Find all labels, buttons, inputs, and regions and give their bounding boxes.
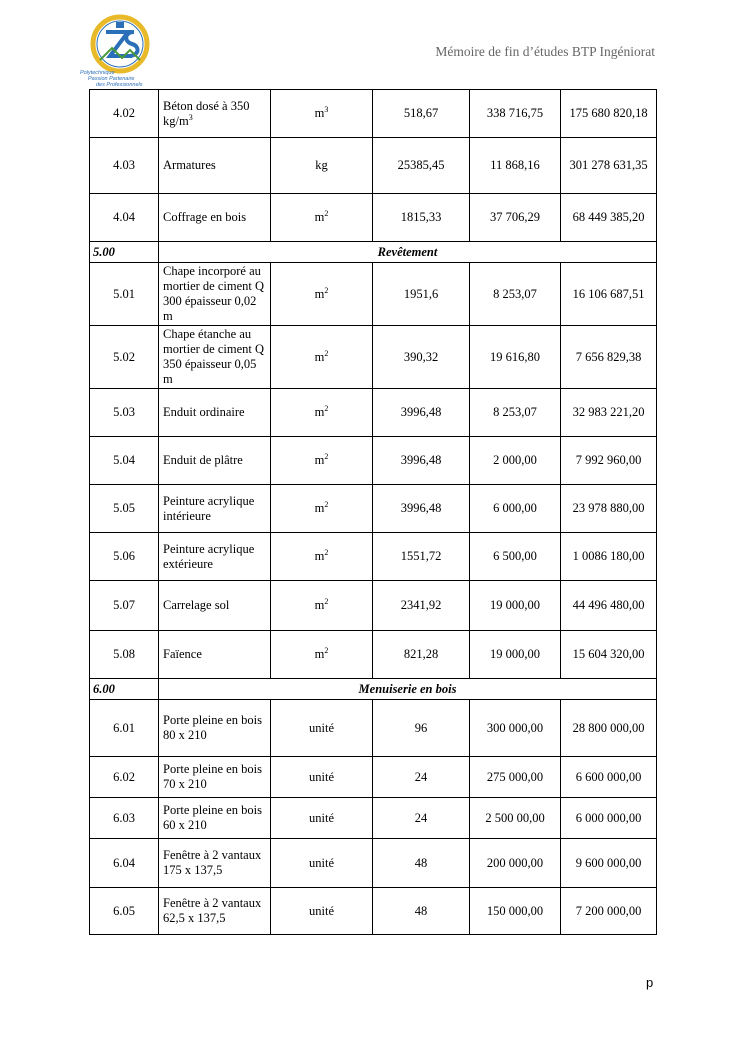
item-unit — [271, 389, 373, 437]
item-designation — [159, 90, 271, 138]
item-code: 6.01 — [90, 700, 159, 757]
unit-text: unité — [309, 810, 334, 825]
item-code: 5.06 — [90, 533, 159, 581]
item-quantity: 48 — [373, 839, 470, 888]
item-code: 5.04 — [90, 437, 159, 485]
item-quantity: 25385,45 — [373, 138, 470, 194]
item-quantity: 48 — [373, 888, 470, 935]
item-total: 32 983 221,20 — [561, 389, 657, 437]
document-header-title: Mémoire de fin d’études BTP Ingéniorat — [435, 44, 655, 59]
item-unit-price: 19 000,00 — [470, 581, 561, 631]
item-unit-price: 300 000,00 — [470, 700, 561, 757]
item-quantity: 1815,33 — [373, 194, 470, 242]
table-row — [90, 138, 657, 194]
unit-text: m — [314, 106, 325, 120]
section-title: Revêtement — [159, 242, 657, 263]
item-quantity: 821,28 — [373, 631, 470, 679]
item-unit-price: 338 716,75 — [470, 90, 561, 138]
item-unit — [271, 326, 373, 389]
item-designation — [159, 263, 271, 326]
unit-text: m — [314, 349, 325, 364]
item-quantity: 2341,92 — [373, 581, 470, 631]
item-designation — [159, 888, 271, 935]
unit-exponent: 2 — [324, 597, 329, 606]
unit-exponent: 3 — [324, 105, 329, 114]
item-unit-price: 11 868,16 — [470, 138, 561, 194]
item-unit-price: 150 000,00 — [470, 888, 561, 935]
item-unit-price: 8 253,07 — [470, 389, 561, 437]
item-unit — [271, 194, 373, 242]
item-unit — [271, 533, 373, 581]
unit-exponent: 2 — [324, 209, 329, 218]
designation-text: Porte pleine en bois 70 x 210 — [163, 762, 262, 791]
item-code: 4.02 — [90, 90, 159, 138]
item-unit-price: 6 000,00 — [470, 485, 561, 533]
item-quantity: 390,32 — [373, 326, 470, 389]
table-row — [90, 581, 657, 631]
item-code: 5.01 — [90, 263, 159, 326]
designation-text: Coffrage en bois — [163, 210, 247, 224]
item-quantity: 96 — [373, 700, 470, 757]
designation-text: Béton dosé à 350 kg/m — [163, 98, 250, 128]
item-designation — [159, 389, 271, 437]
item-quantity: 1551,72 — [373, 533, 470, 581]
item-code: 5.08 — [90, 631, 159, 679]
item-quantity: 3996,48 — [373, 437, 470, 485]
designation-text: Peinture acrylique extérieure — [163, 541, 255, 571]
item-unit-price: 8 253,07 — [470, 263, 561, 326]
table-row — [90, 263, 657, 326]
item-total: 7 992 960,00 — [561, 437, 657, 485]
unit-exponent: 2 — [324, 404, 329, 413]
designation-text: Porte pleine en bois 60 x 210 — [163, 803, 262, 832]
unit-exponent: 2 — [324, 500, 329, 509]
item-code: 5.02 — [90, 326, 159, 389]
item-total: 23 978 880,00 — [561, 485, 657, 533]
item-code: 4.03 — [90, 138, 159, 194]
page-number: p — [646, 975, 654, 990]
unit-text: unité — [309, 855, 334, 870]
designation-text: Chape étanche au mortier de ciment Q 350 épaisseur 0,05 m — [163, 327, 265, 386]
item-designation — [159, 194, 271, 242]
unit-text: m — [314, 549, 325, 563]
logo-caption-line-1: Polytechnique — [80, 70, 115, 76]
item-total: 28 800 000,00 — [561, 700, 657, 757]
unit-text: unité — [309, 720, 334, 735]
school-logo-icon — [78, 14, 162, 78]
section-code: 6.00 — [90, 679, 159, 700]
unit-text: unité — [309, 769, 334, 784]
item-designation — [159, 631, 271, 679]
item-code: 6.03 — [90, 798, 159, 839]
section-row — [90, 679, 657, 700]
unit-exponent: 2 — [324, 348, 329, 358]
quantity-estimate-table — [89, 89, 657, 935]
table-row — [90, 437, 657, 485]
item-quantity: 3996,48 — [373, 485, 470, 533]
table-row — [90, 757, 657, 798]
unit-text: m — [314, 598, 325, 612]
designation-text: Enduit ordinaire — [163, 405, 245, 419]
item-designation — [159, 700, 271, 757]
unit-text: kg — [315, 158, 328, 172]
item-unit-price: 19 000,00 — [470, 631, 561, 679]
school-logo — [78, 14, 162, 94]
designation-text: Chape incorporé au mortier de ciment Q 300 épaisseur 0,02 m — [163, 264, 265, 323]
item-unit — [271, 700, 373, 757]
item-unit — [271, 138, 373, 194]
item-unit — [271, 90, 373, 138]
logo-caption-line-3: des Professionnels — [96, 82, 143, 88]
item-code: 6.05 — [90, 888, 159, 935]
designation-text: Peinture acrylique intérieure — [163, 493, 255, 523]
table-row — [90, 798, 657, 839]
item-total: 15 604 320,00 — [561, 631, 657, 679]
item-total: 9 600 000,00 — [561, 839, 657, 888]
item-quantity: 518,67 — [373, 90, 470, 138]
table-row — [90, 326, 657, 389]
item-designation — [159, 533, 271, 581]
unit-text: m — [314, 210, 325, 224]
item-total: 6 000 000,00 — [561, 798, 657, 839]
unit-exponent: 2 — [324, 646, 329, 655]
item-total: 7 200 000,00 — [561, 888, 657, 935]
item-unit — [271, 631, 373, 679]
unit-text: m — [314, 647, 325, 661]
item-total: 1 0086 180,00 — [561, 533, 657, 581]
item-code: 5.03 — [90, 389, 159, 437]
unit-exponent: 2 — [324, 285, 329, 295]
table-row — [90, 631, 657, 679]
designation-text: Carrelage sol — [163, 598, 230, 612]
item-unit — [271, 485, 373, 533]
designation-text: Fenêtre à 2 vantaux 175 x 137,5 — [163, 848, 262, 877]
item-quantity: 1951,6 — [373, 263, 470, 326]
item-total: 175 680 820,18 — [561, 90, 657, 138]
item-designation — [159, 485, 271, 533]
item-designation — [159, 326, 271, 389]
item-total: 68 449 385,20 — [561, 194, 657, 242]
section-title: Menuiserie en bois — [159, 679, 657, 700]
item-code: 4.04 — [90, 194, 159, 242]
table-row — [90, 389, 657, 437]
logo-caption-line-2: Passion Partenaire — [88, 76, 135, 82]
item-designation — [159, 757, 271, 798]
item-quantity: 3996,48 — [373, 389, 470, 437]
item-unit — [271, 263, 373, 326]
item-unit-price: 19 616,80 — [470, 326, 561, 389]
table-row — [90, 533, 657, 581]
item-code: 6.04 — [90, 839, 159, 888]
unit-exponent: 2 — [324, 548, 329, 557]
item-unit-price: 2 000,00 — [470, 437, 561, 485]
table-body — [90, 90, 657, 935]
section-code: 5.00 — [90, 242, 159, 263]
item-designation — [159, 839, 271, 888]
table-row — [90, 485, 657, 533]
designation-text: Armatures — [163, 158, 216, 172]
designation-exponent: 3 — [188, 112, 193, 122]
unit-text: unité — [309, 903, 334, 918]
item-total: 44 496 480,00 — [561, 581, 657, 631]
item-unit-price: 200 000,00 — [470, 839, 561, 888]
item-designation — [159, 138, 271, 194]
designation-text: Enduit de plâtre — [163, 453, 243, 467]
item-quantity: 24 — [373, 798, 470, 839]
unit-text: m — [314, 405, 325, 419]
item-code: 5.05 — [90, 485, 159, 533]
item-total: 7 656 829,38 — [561, 326, 657, 389]
item-unit — [271, 888, 373, 935]
table-row — [90, 888, 657, 935]
item-designation — [159, 581, 271, 631]
item-unit-price: 37 706,29 — [470, 194, 561, 242]
item-quantity: 24 — [373, 757, 470, 798]
unit-exponent: 2 — [324, 452, 329, 461]
item-unit-price: 2 500 00,00 — [470, 798, 561, 839]
designation-text: Porte pleine en bois 80 x 210 — [163, 713, 262, 742]
item-total: 301 278 631,35 — [561, 138, 657, 194]
item-total: 16 106 687,51 — [561, 263, 657, 326]
item-unit — [271, 437, 373, 485]
section-row — [90, 242, 657, 263]
item-designation — [159, 798, 271, 839]
unit-text: m — [314, 286, 325, 301]
item-code: 6.02 — [90, 757, 159, 798]
item-unit — [271, 581, 373, 631]
item-unit-price: 275 000,00 — [470, 757, 561, 798]
table-row — [90, 194, 657, 242]
unit-text: m — [314, 501, 325, 515]
item-unit — [271, 757, 373, 798]
table-row — [90, 90, 657, 138]
designation-text: Fenêtre à 2 vantaux 62,5 x 137,5 — [163, 896, 262, 925]
item-unit-price: 6 500,00 — [470, 533, 561, 581]
table-row — [90, 700, 657, 757]
item-unit — [271, 839, 373, 888]
designation-text: Faïence — [163, 647, 202, 661]
item-total: 6 600 000,00 — [561, 757, 657, 798]
item-unit — [271, 798, 373, 839]
table-row — [90, 839, 657, 888]
unit-text: m — [314, 453, 325, 467]
item-code: 5.07 — [90, 581, 159, 631]
item-designation — [159, 437, 271, 485]
